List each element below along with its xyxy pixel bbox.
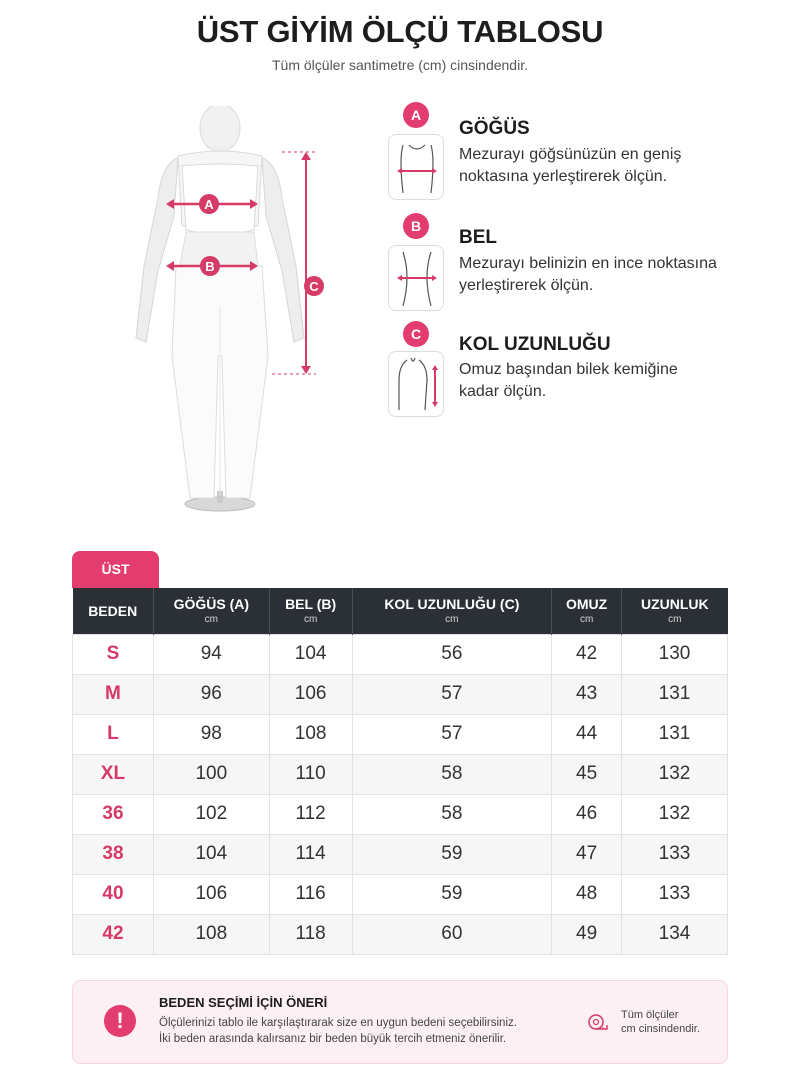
measurement-cell: 133 bbox=[622, 874, 728, 914]
column-header-label: KOL UZUNLUĞU (C) bbox=[384, 596, 520, 613]
size-cell: 42 bbox=[73, 914, 154, 954]
table-row bbox=[73, 674, 728, 714]
measure-desc-line: kadar ölçün. bbox=[459, 383, 547, 400]
chest-measure-icon bbox=[388, 134, 444, 200]
size-table bbox=[72, 588, 728, 955]
measurement-cell: 57 bbox=[352, 714, 552, 754]
table-row bbox=[73, 754, 728, 794]
measurement-cell: 102 bbox=[153, 794, 269, 834]
mannequin-illustration bbox=[122, 106, 332, 518]
size-cell: M bbox=[73, 674, 154, 714]
size-cell: 38 bbox=[73, 834, 154, 874]
measurement-cell: 60 bbox=[352, 914, 552, 954]
measurement-cell: 132 bbox=[622, 754, 728, 794]
measure-desc-line: yerleştirerek ölçün. bbox=[459, 277, 594, 294]
size-cell: L bbox=[73, 714, 154, 754]
waist-measure-icon bbox=[388, 245, 444, 311]
marker-b: B bbox=[205, 259, 215, 274]
measurement-cell: 48 bbox=[552, 874, 622, 914]
measurement-cell: 132 bbox=[622, 794, 728, 834]
page-subtitle: Tüm ölçüler santimetre (cm) cinsindendir. bbox=[272, 57, 528, 73]
table-row bbox=[73, 794, 728, 834]
size-cell: S bbox=[73, 634, 154, 674]
measurement-cell: 108 bbox=[153, 914, 269, 954]
column-header-label: GÖĞÜS (A) bbox=[173, 596, 250, 613]
measure-title-waist: BEL bbox=[459, 227, 497, 248]
measurement-cell: 106 bbox=[153, 874, 269, 914]
badge-a: A bbox=[403, 102, 429, 128]
measurement-cell: 45 bbox=[552, 754, 622, 794]
measurement-cell: 98 bbox=[153, 714, 269, 754]
tab-ust[interactable]: ÜST bbox=[72, 551, 159, 588]
measurement-cell: 131 bbox=[622, 714, 728, 754]
measure-title-chest: GÖĞÜS bbox=[459, 118, 530, 139]
measurement-cell: 47 bbox=[552, 834, 622, 874]
table-row bbox=[73, 834, 728, 874]
measure-desc-chest bbox=[459, 144, 759, 188]
size-cell: 36 bbox=[73, 794, 154, 834]
badge-b: B bbox=[403, 213, 429, 239]
column-header bbox=[352, 588, 552, 634]
measurement-cell: 114 bbox=[269, 834, 352, 874]
column-header bbox=[73, 588, 154, 634]
column-header-label: OMUZ bbox=[566, 596, 608, 613]
measurement-cell: 112 bbox=[269, 794, 352, 834]
tip-text-line: İki beden arasında kalırsanız bir beden büyük tercih etmeniz önerilir. bbox=[159, 1033, 507, 1045]
measurement-cell: 57 bbox=[352, 674, 552, 714]
measurement-cell: 49 bbox=[552, 914, 622, 954]
measurement-cell: 56 bbox=[352, 634, 552, 674]
column-unit: cm bbox=[204, 614, 218, 626]
measurement-cell: 131 bbox=[622, 674, 728, 714]
measurement-cell: 104 bbox=[269, 634, 352, 674]
measurement-cell: 58 bbox=[352, 754, 552, 794]
exclamation-icon: ! bbox=[104, 1005, 136, 1037]
tip-note-line: Tüm ölçüler bbox=[621, 1009, 679, 1021]
measurement-cell: 108 bbox=[269, 714, 352, 754]
measure-desc-sleeve bbox=[459, 359, 759, 403]
measurement-cell: 42 bbox=[552, 634, 622, 674]
measurement-cell: 106 bbox=[269, 674, 352, 714]
measure-desc-line: Omuz başından bilek kemiğine bbox=[459, 361, 678, 378]
column-header-label: BEL (B) bbox=[285, 596, 337, 613]
measurement-cell: 130 bbox=[622, 634, 728, 674]
measurement-cell: 43 bbox=[552, 674, 622, 714]
column-header-label: BEDEN bbox=[88, 602, 138, 619]
measure-desc-line: Mezurayı göğsünüzün en geniş bbox=[459, 146, 682, 163]
sleeve-measure-icon bbox=[388, 351, 444, 417]
table-row bbox=[73, 874, 728, 914]
table-row bbox=[73, 914, 728, 954]
column-header bbox=[153, 588, 269, 634]
measure-desc-line: noktasına yerleştirerek ölçün. bbox=[459, 168, 668, 185]
measure-desc-waist bbox=[459, 253, 759, 297]
measurement-cell: 44 bbox=[552, 714, 622, 754]
measure-title-sleeve: KOL UZUNLUĞU bbox=[459, 334, 611, 355]
measurement-cell: 46 bbox=[552, 794, 622, 834]
measurement-cell: 110 bbox=[269, 754, 352, 794]
column-header bbox=[552, 588, 622, 634]
marker-c: C bbox=[309, 279, 319, 294]
column-unit: cm bbox=[445, 614, 459, 626]
column-unit: cm bbox=[668, 614, 682, 626]
table-row bbox=[73, 634, 728, 674]
size-tip-box bbox=[72, 980, 728, 1064]
column-unit: cm bbox=[579, 614, 594, 626]
page-title: ÜST GİYİM ÖLÇÜ TABLOSU bbox=[196, 14, 604, 49]
measure-desc-line: Mezurayı belinizin en ince noktasına bbox=[459, 255, 717, 272]
column-header bbox=[269, 588, 352, 634]
measurement-cell: 96 bbox=[153, 674, 269, 714]
tip-title: BEDEN SEÇİMİ İÇİN ÖNERİ bbox=[159, 995, 328, 1010]
size-cell: 40 bbox=[73, 874, 154, 914]
measurement-cell: 104 bbox=[153, 834, 269, 874]
column-unit: cm bbox=[303, 614, 318, 626]
badge-c: C bbox=[403, 321, 429, 347]
column-header bbox=[622, 588, 728, 634]
column-header-label: UZUNLUK bbox=[640, 596, 709, 613]
table-row bbox=[73, 714, 728, 754]
marker-a: A bbox=[204, 197, 214, 212]
measurement-cell: 100 bbox=[153, 754, 269, 794]
measuring-tape-icon bbox=[587, 1012, 609, 1034]
tip-text-line: Ölçülerinizi tablo ile karşılaştırarak size en uygun bedeni seçebilirsiniz. bbox=[159, 1017, 517, 1029]
table-header-row bbox=[73, 588, 728, 634]
tip-note-line: cm cinsindendir. bbox=[621, 1023, 700, 1035]
measurement-cell: 116 bbox=[269, 874, 352, 914]
measurement-cell: 133 bbox=[622, 834, 728, 874]
measurement-cell: 59 bbox=[352, 874, 552, 914]
size-cell: XL bbox=[73, 754, 154, 794]
measurement-cell: 118 bbox=[269, 914, 352, 954]
measurement-cell: 59 bbox=[352, 834, 552, 874]
measurement-cell: 134 bbox=[622, 914, 728, 954]
measurement-cell: 94 bbox=[153, 634, 269, 674]
measurement-cell: 58 bbox=[352, 794, 552, 834]
